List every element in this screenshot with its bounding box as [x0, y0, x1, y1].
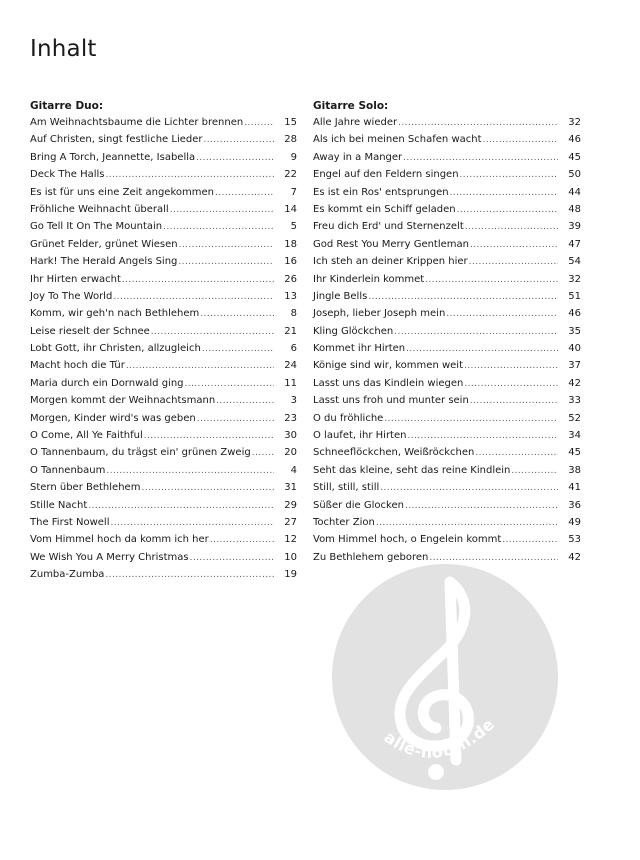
toc-entry [30, 184, 297, 201]
toc-entry [30, 410, 297, 427]
toc-entry-page-number: 29 [284, 499, 297, 511]
toc-entry [30, 166, 297, 183]
toc-entry-title: Vom Himmel hoch, o Engelein kommt [313, 534, 502, 546]
toc-entry-page-number: 22 [284, 169, 297, 181]
toc-entry [30, 149, 297, 166]
toc-entry [30, 566, 297, 583]
toc-entry-title: Schneeflöckchen, Weißröckchen [313, 447, 475, 459]
toc-entry-title: Freu dich Erd' und Sternenzelt [313, 221, 464, 233]
toc-entry [313, 288, 581, 305]
toc-entry-page-number: 35 [568, 325, 581, 337]
toc-entry [30, 323, 297, 340]
toc-entry-title: Kommet ihr Hirten [313, 343, 406, 355]
dot-leader [405, 498, 558, 515]
toc-entry-title: Könige sind wir, kommen weit [313, 360, 463, 372]
dot-leader [163, 219, 274, 236]
toc-entry-page-number: 52 [568, 412, 581, 424]
toc-entry-page-number: 49 [568, 516, 581, 528]
dot-leader [252, 445, 274, 462]
dot-leader [215, 185, 274, 202]
dot-leader [144, 428, 274, 445]
dot-leader [376, 515, 558, 532]
toc-entry-title: Away in a Manger [313, 151, 403, 163]
toc-entry [313, 392, 581, 409]
toc-entry-page-number: 50 [568, 169, 581, 181]
dot-leader [197, 411, 274, 428]
toc-entry-title: Macht hoch die Tür [30, 360, 125, 372]
toc-entry-title: Am Weihnachtsbaume die Lichter brennen [30, 117, 244, 128]
dot-leader [141, 480, 274, 497]
toc-entry-page-number: 44 [568, 186, 581, 198]
dot-leader [464, 376, 558, 393]
dot-leader [470, 393, 558, 410]
toc-entry-page-number: 31 [284, 482, 297, 494]
dot-leader [450, 185, 558, 202]
toc-entry-title: Es ist für uns eine Zeit angekommen [30, 186, 214, 198]
toc-entry-page-number: 36 [568, 499, 581, 511]
dot-leader [126, 358, 274, 375]
toc-entry [30, 253, 297, 270]
toc-column-duo [30, 98, 297, 584]
toc-entry-page-number: 9 [290, 151, 297, 163]
toc-entry [313, 218, 581, 235]
section-heading-solo: Gitarre Solo: [313, 100, 389, 112]
toc-entry-title: Auf Christen, singt festliche Lieder [30, 134, 203, 146]
toc-entry-title: God Rest You Merry Gentleman [313, 238, 469, 250]
toc-entry-page-number: 11 [284, 377, 297, 389]
toc-entry-page-number: 53 [568, 534, 581, 546]
toc-entry [30, 340, 297, 357]
toc-entry-page-number: 28 [284, 134, 297, 146]
toc-entry-page-number: 8 [290, 308, 297, 320]
dot-leader [469, 254, 558, 271]
toc-entry-title: Grünet Felder, grünet Wiesen [30, 238, 178, 250]
toc-entry-title: Alle Jahre wieder [313, 117, 398, 128]
dot-leader [170, 202, 274, 219]
dot-leader [483, 132, 558, 149]
toc-entry-title: Still, still, still [313, 482, 380, 494]
toc-entry [313, 271, 581, 288]
toc-entry-title: Stern über Bethlehem [30, 482, 141, 494]
toc-entry-title: We Wish You A Merry Christmas [30, 551, 189, 563]
toc-entry [313, 323, 581, 340]
toc-entry [313, 375, 581, 392]
toc-entry [313, 479, 581, 496]
toc-entry-title: Fröhliche Weihnacht überall [30, 203, 169, 215]
toc-entry-page-number: 18 [284, 238, 297, 250]
toc-entry-title: Lobt Gott, ihr Christen, allzugleich [30, 343, 201, 355]
dot-leader [185, 376, 274, 393]
toc-entry-page-number: 19 [284, 569, 297, 581]
toc-entry-title: Komm, wir geh'n nach Bethlehem [30, 308, 200, 320]
dot-leader [465, 219, 558, 236]
toc-entry-title: Zumba-Zumba [30, 569, 105, 581]
dot-leader [368, 289, 558, 306]
toc-entry [313, 253, 581, 270]
toc-list-solo [313, 114, 581, 566]
toc-entry-title: Maria durch ein Dornwald ging [30, 377, 184, 389]
dot-leader [406, 341, 558, 358]
toc-entry [313, 514, 581, 531]
toc-entry-title: Zu Bethlehem geboren [313, 551, 429, 563]
toc-entry-title: Hark! The Herald Angels Sing [30, 256, 178, 268]
toc-entry [313, 166, 581, 183]
dot-leader [179, 237, 274, 254]
toc-entry-title: Lasst uns froh und munter sein [313, 395, 469, 407]
toc-entry-page-number: 45 [568, 151, 581, 163]
toc-entry-page-number: 32 [568, 117, 581, 128]
dot-leader [151, 324, 274, 341]
toc-entry [30, 531, 297, 548]
toc-entry-page-number: 27 [284, 516, 297, 528]
dot-leader [111, 515, 275, 532]
toc-entry [30, 218, 297, 235]
dot-leader [460, 167, 558, 184]
toc-entry [313, 410, 581, 427]
toc-entry [313, 131, 581, 148]
toc-entry-page-number: 46 [568, 308, 581, 320]
dot-leader [200, 306, 274, 323]
toc-entry-page-number: 40 [568, 343, 581, 355]
toc-entry [30, 131, 297, 148]
toc-entry-page-number: 54 [568, 256, 581, 268]
toc-list-duo [30, 114, 297, 584]
toc-entry [313, 340, 581, 357]
toc-entry-title: Süßer die Glocken [313, 499, 404, 511]
toc-entry-page-number: 46 [568, 134, 581, 146]
toc-column-solo [313, 98, 581, 566]
toc-entry-page-number: 5 [290, 221, 297, 233]
toc-entry [30, 462, 297, 479]
toc-entry-page-number: 23 [284, 412, 297, 424]
toc-entry-title: Leise rieselt der Schnee [30, 325, 150, 337]
toc-entry-title: Seht das kleine, seht das reine Kindlein [313, 464, 511, 476]
toc-entry [30, 114, 297, 131]
toc-entry-title: Tochter Zion [313, 516, 375, 528]
toc-entry-page-number: 41 [568, 482, 581, 494]
toc-entry [30, 427, 297, 444]
dot-leader [394, 324, 558, 341]
toc-entry-title: Es kommt ein Schiff geladen [313, 203, 456, 215]
toc-entry [30, 305, 297, 322]
toc-entry-page-number: 13 [284, 290, 297, 302]
toc-entry [30, 288, 297, 305]
toc-entry-page-number: 12 [284, 534, 297, 546]
toc-entry [30, 392, 297, 409]
toc-entry-title: Kling Glöckchen [313, 325, 394, 337]
toc-entry [30, 357, 297, 374]
dot-leader [106, 167, 274, 184]
toc-entry [313, 531, 581, 548]
toc-entry-page-number: 10 [284, 551, 297, 563]
toc-entry-title: Stille Nacht [30, 499, 88, 511]
toc-entry [313, 236, 581, 253]
toc-entry-page-number: 42 [568, 551, 581, 563]
watermark-logo [332, 564, 558, 790]
page-title: Inhalt [30, 36, 97, 62]
toc-entry-title: The First Nowell [30, 516, 110, 528]
toc-entry-title: O Tannenbaum, du trägst ein' grünen Zweig [30, 447, 251, 459]
toc-entry-title: O du fröhliche [313, 412, 384, 424]
dot-leader [475, 445, 558, 462]
toc-entry [30, 271, 297, 288]
dot-leader [446, 306, 558, 323]
toc-entry [30, 236, 297, 253]
toc-entry [313, 114, 581, 131]
toc-entry-page-number: 32 [568, 273, 581, 285]
toc-entry-page-number: 7 [290, 186, 297, 198]
dot-leader [106, 463, 274, 480]
dot-leader [122, 272, 274, 289]
toc-entry-page-number: 42 [568, 377, 581, 389]
toc-entry [30, 497, 297, 514]
toc-entry-title: Engel auf den Feldern singen [313, 169, 459, 181]
toc-entry [313, 184, 581, 201]
toc-entry [313, 497, 581, 514]
dot-leader [502, 532, 558, 549]
toc-entry-title: Joseph, lieber Joseph mein [313, 308, 446, 320]
toc-entry-page-number: 26 [284, 273, 297, 285]
toc-entry-page-number: 21 [284, 325, 297, 337]
dot-leader [196, 150, 274, 167]
dot-leader [244, 115, 274, 132]
toc-entry [313, 201, 581, 218]
toc-entry-page-number: 15 [284, 117, 297, 128]
dot-leader [202, 341, 274, 358]
toc-entry [313, 444, 581, 461]
dot-leader [113, 289, 274, 306]
dot-leader [511, 463, 558, 480]
toc-entry [313, 427, 581, 444]
section-heading-duo: Gitarre Duo: [30, 100, 104, 112]
toc-entry [30, 479, 297, 496]
toc-entry-page-number: 3 [290, 395, 297, 407]
toc-entry-page-number: 30 [284, 430, 297, 442]
toc-entry-page-number: 45 [568, 447, 581, 459]
dot-leader [425, 272, 558, 289]
watermark-text: alle-noten.de [380, 714, 499, 763]
toc-entry-title: Ihr Hirten erwacht [30, 273, 121, 285]
toc-entry-title: Morgen, Kinder wird's was geben [30, 412, 196, 424]
toc-entry-page-number: 34 [568, 430, 581, 442]
toc-entry-page-number: 16 [284, 256, 297, 268]
toc-entry-page-number: 24 [284, 360, 297, 372]
toc-entry-title: Vom Himmel hoch da komm ich her [30, 534, 209, 546]
toc-entry-page-number: 47 [568, 238, 581, 250]
toc-entry-title: Es ist ein Ros' entsprungen [313, 186, 449, 198]
toc-entry-title: Lasst uns das Kindlein wiegen [313, 377, 464, 389]
dot-leader [178, 254, 274, 271]
toc-entry-page-number: 6 [290, 343, 297, 355]
toc-entry [313, 149, 581, 166]
dot-leader [464, 358, 558, 375]
toc-entry [313, 305, 581, 322]
toc-entry-title: Ich steh an deiner Krippen hier [313, 256, 468, 268]
dot-leader [398, 115, 558, 132]
dot-leader [384, 411, 558, 428]
toc-entry-title: Jingle Bells [313, 290, 368, 302]
toc-entry-page-number: 4 [290, 464, 297, 476]
toc-entry-title: Ihr Kinderlein kommet [313, 273, 425, 285]
toc-entry-title: Bring A Torch, Jeannette, Isabella [30, 151, 196, 163]
dot-leader [457, 202, 558, 219]
dot-leader [88, 498, 274, 515]
toc-entry-title: O Come, All Ye Faithful [30, 430, 143, 442]
toc-entry [30, 444, 297, 461]
dot-leader [470, 237, 558, 254]
dot-leader [380, 480, 558, 497]
dot-leader [403, 150, 558, 167]
toc-entry-page-number: 14 [284, 203, 297, 215]
toc-entry-title: Joy To The World [30, 290, 113, 302]
toc-entry [313, 462, 581, 479]
toc-entry [313, 357, 581, 374]
dot-leader [203, 132, 274, 149]
dot-leader [210, 532, 274, 549]
toc-entry [30, 549, 297, 566]
toc-entry [30, 201, 297, 218]
toc-entry-page-number: 20 [284, 447, 297, 459]
dot-leader [216, 393, 274, 410]
dot-leader [105, 567, 274, 584]
toc-entry-title: O Tannenbaum [30, 464, 106, 476]
toc-entry-page-number: 51 [568, 290, 581, 302]
toc-entry-title: O laufet, ihr Hirten [313, 430, 407, 442]
dot-leader [190, 550, 274, 567]
toc-entry [30, 375, 297, 392]
toc-entry-title: Als ich bei meinen Schafen wacht [313, 134, 482, 146]
toc-entry-page-number: 33 [568, 395, 581, 407]
toc-entry-title: Morgen kommt der Weihnachtsmann [30, 395, 216, 407]
toc-entry-title: Go Tell It On The Mountain [30, 221, 163, 233]
toc-entry-page-number: 37 [568, 360, 581, 372]
toc-entry-page-number: 39 [568, 221, 581, 233]
toc-entry-title: Deck The Halls [30, 169, 105, 181]
toc-entry-page-number: 38 [568, 464, 581, 476]
dot-leader [407, 428, 558, 445]
toc-entry-page-number: 48 [568, 203, 581, 215]
toc-entry [30, 514, 297, 531]
